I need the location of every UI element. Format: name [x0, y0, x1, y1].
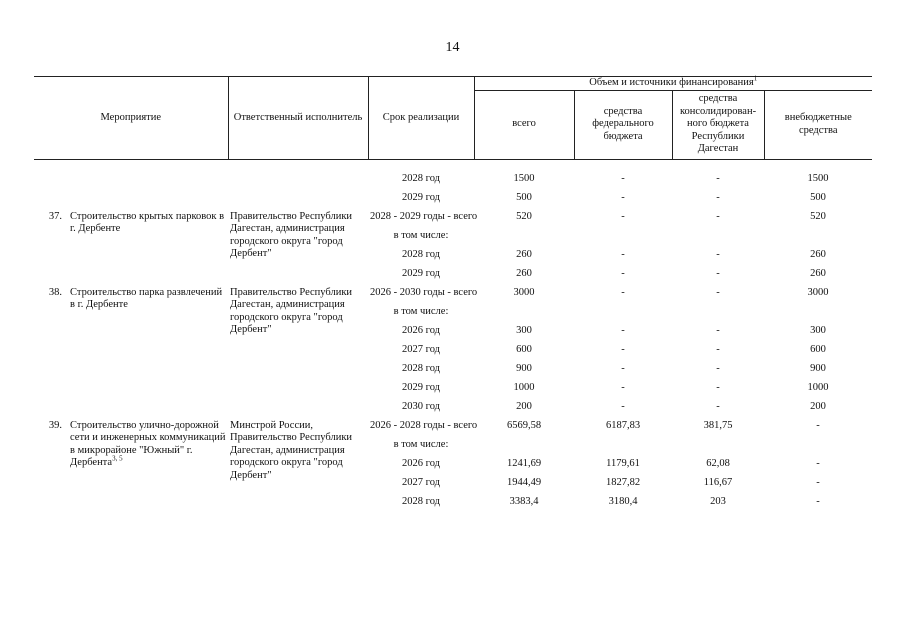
regional-cell: -: [716, 267, 720, 279]
regional-cell: 116,67: [703, 476, 733, 488]
federal-cell: 6187,83: [605, 419, 641, 431]
header-finance-group-footnote: 1: [753, 74, 758, 83]
page-number: 14: [445, 40, 460, 55]
regional-cell: [672, 227, 764, 246]
federal-cell: -: [621, 248, 625, 260]
table-body: [34, 159, 872, 512]
item-name: [68, 417, 228, 512]
term-cell: 2027 год: [402, 343, 440, 355]
regional-cell: -: [716, 191, 720, 203]
extrabudget-cell: 260: [810, 267, 826, 279]
federal-cell: -: [621, 381, 625, 393]
table-row: [34, 189, 872, 208]
header-term: Срок реализации: [368, 77, 474, 160]
federal-cell: 1827,82: [605, 476, 641, 488]
header-extrabudget: внебюджетные средства: [764, 90, 872, 159]
federal-cell: [574, 436, 672, 455]
extrabudget-cell: 300: [810, 324, 826, 336]
term-cell: 2027 год: [402, 476, 440, 488]
term-cell: 2028 - 2029 годы - всего: [370, 210, 478, 222]
item-name-text: Строительство крытых парковок в г. Дербенте: [70, 210, 225, 234]
regional-cell: -: [716, 286, 720, 298]
federal-cell: [574, 303, 672, 322]
total-cell: 6569,58: [506, 419, 542, 431]
item-number: 37.: [48, 210, 62, 222]
extrabudget-cell: 3000: [807, 286, 829, 298]
regional-cell: [672, 303, 764, 322]
regional-cell: -: [716, 210, 720, 222]
term-cell: 2026 год: [402, 457, 440, 469]
header-regional: средства консолидирован-ного бюджета Республики Дагестан: [672, 90, 764, 159]
term-cell: 2029 год: [402, 191, 440, 203]
total-cell: 3000: [513, 286, 535, 298]
header-total: всего: [474, 90, 574, 159]
item-name-text: Строительство парка развлечений в г. Дербенте: [70, 286, 223, 310]
item-name: [68, 284, 228, 417]
term-cell: 2029 год: [402, 267, 440, 279]
extrabudget-cell: -: [816, 419, 820, 431]
total-cell: 600: [516, 343, 532, 355]
item-name-text: Строительство улично-дорожной сети и инженерных коммуникаций в микрорайоне "Южный" г. Дербента: [70, 419, 226, 468]
term-cell: 2026 - 2030 годы - всего: [370, 286, 478, 298]
federal-cell: -: [621, 210, 625, 222]
financing-table: [34, 76, 872, 512]
table-row: [34, 208, 872, 227]
total-cell: [474, 227, 574, 246]
extrabudget-cell: 500: [810, 191, 826, 203]
total-cell: 300: [516, 324, 532, 336]
extrabudget-cell: -: [816, 457, 820, 469]
total-cell: 3383,4: [509, 495, 539, 507]
extrabudget-cell: [764, 227, 872, 246]
item-responsible: Правительство Республики Дагестан, администрация городского округа "город Дербент": [230, 286, 353, 335]
header-finance-group: [474, 74, 872, 91]
total-cell: 260: [516, 248, 532, 260]
federal-cell: -: [621, 286, 625, 298]
extrabudget-cell: 900: [810, 362, 826, 374]
regional-cell: [672, 436, 764, 455]
total-cell: 1241,69: [506, 457, 542, 469]
total-cell: 260: [516, 267, 532, 279]
header-responsible: Ответственный исполнитель: [228, 77, 368, 160]
federal-cell: -: [621, 191, 625, 203]
federal-cell: 1179,61: [606, 457, 640, 469]
extrabudget-cell: 200: [810, 400, 826, 412]
term-cell: 2029 год: [402, 381, 440, 393]
regional-cell: -: [716, 172, 720, 184]
header-event: Мероприятие: [34, 77, 228, 160]
table-row: [34, 284, 872, 303]
regional-cell: -: [716, 248, 720, 260]
extrabudget-cell: 1000: [807, 381, 829, 393]
total-cell: 500: [516, 191, 532, 203]
item-number: 39.: [48, 419, 62, 431]
federal-cell: -: [621, 267, 625, 279]
table-header: [34, 74, 872, 160]
total-cell: [474, 303, 574, 322]
term-cell: 2028 год: [402, 362, 440, 374]
extrabudget-cell: 260: [810, 248, 826, 260]
regional-cell: -: [716, 400, 720, 412]
extrabudget-cell: -: [816, 476, 820, 488]
regional-cell: -: [716, 324, 720, 336]
item-name-footnote: 3, 5: [112, 454, 123, 463]
table-row: [34, 170, 872, 189]
extrabudget-cell: -: [816, 495, 820, 507]
item-responsible: Правительство Республики Дагестан, администрация городского округа "город Дербент": [230, 210, 353, 259]
table-row: [34, 417, 872, 436]
extrabudget-cell: [764, 303, 872, 322]
regional-cell: 381,75: [703, 419, 733, 431]
extrabudget-cell: 600: [810, 343, 826, 355]
total-cell: 1000: [513, 381, 535, 393]
term-cell: 2028 год: [402, 495, 440, 507]
federal-cell: 3180,4: [608, 495, 638, 507]
regional-cell: 62,08: [706, 457, 730, 469]
regional-cell: -: [716, 381, 720, 393]
item-number: 38.: [48, 286, 62, 298]
term-cell: 2030 год: [402, 400, 440, 412]
total-cell: 900: [516, 362, 532, 374]
total-cell: 1500: [513, 172, 535, 184]
extrabudget-cell: [764, 436, 872, 455]
header-federal: средства федерального бюджета: [574, 90, 672, 159]
regional-cell: 203: [710, 495, 726, 507]
extrabudget-cell: 1500: [807, 172, 829, 184]
term-cell: 2026 год: [402, 324, 440, 336]
regional-cell: -: [716, 362, 720, 374]
term-cell: в том числе:: [393, 438, 449, 450]
item-name: [68, 208, 228, 284]
term-cell: 2026 - 2028 годы - всего: [370, 419, 478, 431]
total-cell: 520: [516, 210, 532, 222]
total-cell: [474, 436, 574, 455]
total-cell: 1944,49: [506, 476, 542, 488]
total-cell: 200: [516, 400, 532, 412]
extrabudget-cell: 520: [810, 210, 826, 222]
term-cell: в том числе:: [393, 305, 449, 317]
federal-cell: -: [621, 172, 625, 184]
federal-cell: -: [621, 400, 625, 412]
federal-cell: [574, 227, 672, 246]
header-finance-group-label: Объем и источники финансирования: [589, 77, 754, 88]
term-cell: 2028 год: [402, 248, 440, 260]
regional-cell: -: [716, 343, 720, 355]
term-cell: 2028 год: [402, 172, 440, 184]
federal-cell: -: [621, 324, 625, 336]
federal-cell: -: [621, 362, 625, 374]
term-cell: в том числе:: [393, 229, 449, 241]
spacer-row: [34, 159, 872, 170]
federal-cell: -: [621, 343, 625, 355]
item-responsible: Минстрой России, Правительство Республики Дагестан, администрация городского округа "город Дербент": [230, 419, 353, 481]
